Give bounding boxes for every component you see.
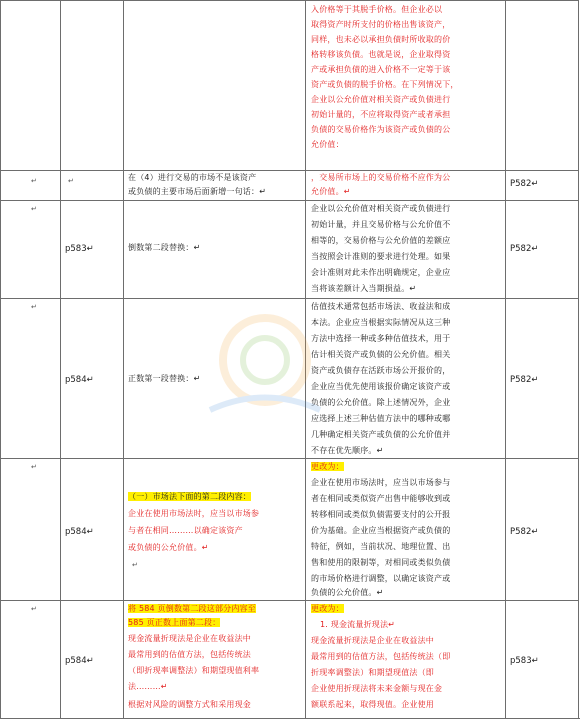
page-cell xyxy=(60,170,123,200)
page-reference: P582↵ xyxy=(510,375,539,385)
page-cell xyxy=(60,200,123,298)
row-marker-cell xyxy=(0,170,60,200)
revised-line: 售和使用的限制等，对相同或类似负债 xyxy=(311,558,451,567)
paragraph-mark: ↵ xyxy=(31,303,37,311)
revised-text-cell xyxy=(305,200,505,298)
original-heading xyxy=(128,615,220,630)
original-line: 在（4）进行交易的市场不是该资产 xyxy=(128,173,257,182)
revised-line: 会计准则对此未作出明确规定，企业应 xyxy=(311,268,451,277)
revised-line: 特征，例如，当前状况、地理位置、出 xyxy=(311,542,451,551)
revised-line: 1. 现金流量折现法↵ xyxy=(320,620,396,629)
revised-line: 最常用到的估值方法，包括传统法（即 xyxy=(311,652,451,661)
row-marker-cell xyxy=(0,0,60,170)
revised-line: 格转移该负债。也就是说，企业取得资 xyxy=(311,50,451,59)
revised-line: 估值技术通常包括市场法、收益法和成 xyxy=(311,302,451,311)
original-text-cell xyxy=(123,0,305,170)
row-marker-cell xyxy=(0,298,60,458)
revised-line: 负债的公允价值。↵ xyxy=(311,588,384,597)
page-cell xyxy=(60,600,123,719)
revised-line: 负债的交易价格作为该资产或负债的公 xyxy=(311,125,451,134)
revised-line: 资产或负债存在活跃市场公开报价的， xyxy=(311,366,451,375)
revised-highlight: 更改为： xyxy=(311,604,344,613)
reference-cell xyxy=(505,298,579,458)
revised-line: ，交易所市场上的交易价格不应作为公 xyxy=(311,173,451,182)
page-cell xyxy=(60,0,123,170)
original-text-cell xyxy=(123,200,305,298)
original-line: 倒数第二段替换：↵ xyxy=(128,243,201,252)
page-cell xyxy=(60,458,123,600)
revised-heading xyxy=(311,601,344,616)
original-heading xyxy=(128,601,256,616)
revised-line: 当按照会计准则的要求进行处理。如果 xyxy=(311,252,451,261)
revised-text-cell xyxy=(305,458,505,600)
revised-line: 折现率调整法）和期望现值法（即 xyxy=(311,668,434,677)
paragraph-mark: ↵ xyxy=(31,205,37,213)
original-line: （即折现率调整法）和期望现值利率 xyxy=(128,666,260,675)
original-heading xyxy=(128,489,251,504)
revised-line: 价为基础。企业应当根据资产或负债的 xyxy=(311,526,451,535)
revised-line: 入价格等于其脱手价格。但企业必以 xyxy=(311,5,443,14)
row-marker-cell xyxy=(0,458,60,600)
page-number: p584↵ xyxy=(65,656,94,666)
original-text-cell xyxy=(123,458,305,600)
revised-line: 转移相同或类似负债需要支付的公开报 xyxy=(311,510,451,519)
revised-line: 估计相关资产或负债的公允价值。相关 xyxy=(311,350,451,359)
row-marker-cell xyxy=(0,200,60,298)
page-reference: P582↵ xyxy=(510,527,539,537)
original-line: 正数第一段替换：↵ xyxy=(128,374,201,383)
reference-cell xyxy=(505,170,579,200)
paragraph-mark: ↵ xyxy=(31,463,37,471)
page-reference: p583↵ xyxy=(510,656,539,666)
paragraph-mark: ↵ xyxy=(132,561,138,569)
revised-line: 企业应当优先使用该报价确定该资产或 xyxy=(311,382,451,391)
page-cell xyxy=(60,298,123,458)
original-text-cell xyxy=(123,298,305,458)
original-line: 法………↵ xyxy=(128,682,168,691)
original-text-cell xyxy=(123,600,305,719)
revised-line: 相等的，交易价格与公允价值的差额应 xyxy=(311,236,451,245)
revised-line: 取得资产时所支付的价格出售该资产， xyxy=(311,20,451,29)
revised-heading xyxy=(311,459,344,474)
table-row xyxy=(0,298,580,458)
revised-line: 几种确定相关资产或负债的公允价值并 xyxy=(311,430,451,439)
row-marker-cell xyxy=(0,600,60,719)
table-row xyxy=(0,600,580,719)
revised-line: 负债的公允价值。除上述情况外，企业 xyxy=(311,398,451,407)
reference-cell xyxy=(505,600,579,719)
page-reference: P582↵ xyxy=(510,244,539,254)
reference-cell xyxy=(505,458,579,600)
paragraph-mark: ↵ xyxy=(31,177,37,185)
revised-line: 本法。企业应当根据实际情况从这三种 xyxy=(311,318,451,327)
revised-highlight: 更改为： xyxy=(311,462,344,471)
original-line: 企业在使用市场法时，应当以市场参 xyxy=(128,509,260,518)
revised-line: 企业以公允价值对相关资产或负债进行 xyxy=(311,204,451,213)
page-number: p584↵ xyxy=(65,375,94,385)
revised-line: 现金流量折现法是企业在收益法中 xyxy=(311,636,434,645)
revised-line: 的市场价格进行调整，以确定该资产或 xyxy=(311,574,451,583)
revised-text-cell xyxy=(305,298,505,458)
original-line: 最常用到的估值方法，包括传统法 xyxy=(128,650,251,659)
original-highlight: 将 584 页倒数第二段这部分内容至 xyxy=(128,604,256,613)
table-row xyxy=(0,200,580,298)
table-row xyxy=(0,0,580,170)
revised-text-cell xyxy=(305,600,505,719)
revised-line: 初始计量，并且交易价格与公允价值不 xyxy=(311,220,451,229)
revised-line: 者在相同或类似资产出售中能够收到或 xyxy=(311,494,451,503)
original-line: 与者在相同………以确定该资产 xyxy=(128,526,243,535)
revised-line: 初始计量的，不应将取得资产或者承担 xyxy=(311,110,451,119)
revised-line: 企业以公允价值对相关资产或负债进行 xyxy=(311,95,451,104)
reference-cell xyxy=(505,200,579,298)
revised-line: 同样，也未必以承担负债时所收取的价 xyxy=(311,35,451,44)
revised-line: 产或承担负债的进入价格不一定等于该 xyxy=(311,65,451,74)
paragraph-mark: ↵ xyxy=(68,177,74,185)
original-text-cell xyxy=(123,170,305,200)
original-highlight: 585 页正数上面第二段： xyxy=(128,618,221,627)
revised-line: 允价值： xyxy=(311,140,344,149)
revised-text-cell xyxy=(305,0,505,170)
revised-line: 方法中选择一种或多种估值技术，用于 xyxy=(311,334,451,343)
original-line: 现金流量折现法是企业在收益法中 xyxy=(128,634,251,643)
revised-line: 企业在使用市场法时，应当以市场参与 xyxy=(311,478,451,487)
revised-line: 资产或负债的脱手价格。在下列情况下， xyxy=(311,80,459,89)
revised-line: 当将该差额计入当期损益。↵ xyxy=(311,284,417,293)
original-line: 或负债的公允价值。↵ xyxy=(128,543,209,552)
table-row xyxy=(0,458,580,600)
original-highlight: （一）市场法下面的第二段内容： xyxy=(128,492,251,501)
revised-line: 不存在优先顺序。↵ xyxy=(311,446,384,455)
reference-cell xyxy=(505,0,579,170)
revised-line: 额联系起来，取得现值。企业使用 xyxy=(311,700,434,709)
page-reference: P582↵ xyxy=(510,179,539,189)
original-line: 根据对风险的调整方式和采用现金 xyxy=(128,700,251,709)
page-number: p583↵ xyxy=(65,244,94,254)
paragraph-mark: ↵ xyxy=(31,605,37,613)
revised-line: 企业使用折现法将未来金额与现在金 xyxy=(311,684,443,693)
revised-text-cell xyxy=(305,170,505,200)
original-line: 或负债的主要市场后面新增一句话：↵ xyxy=(128,187,267,196)
page-number: p584↵ xyxy=(65,527,94,537)
revised-line: 应选择上述三种估值方法中的哪种或哪 xyxy=(311,414,451,423)
revised-line: 允价值。↵ xyxy=(311,187,351,196)
table-row xyxy=(0,170,580,200)
